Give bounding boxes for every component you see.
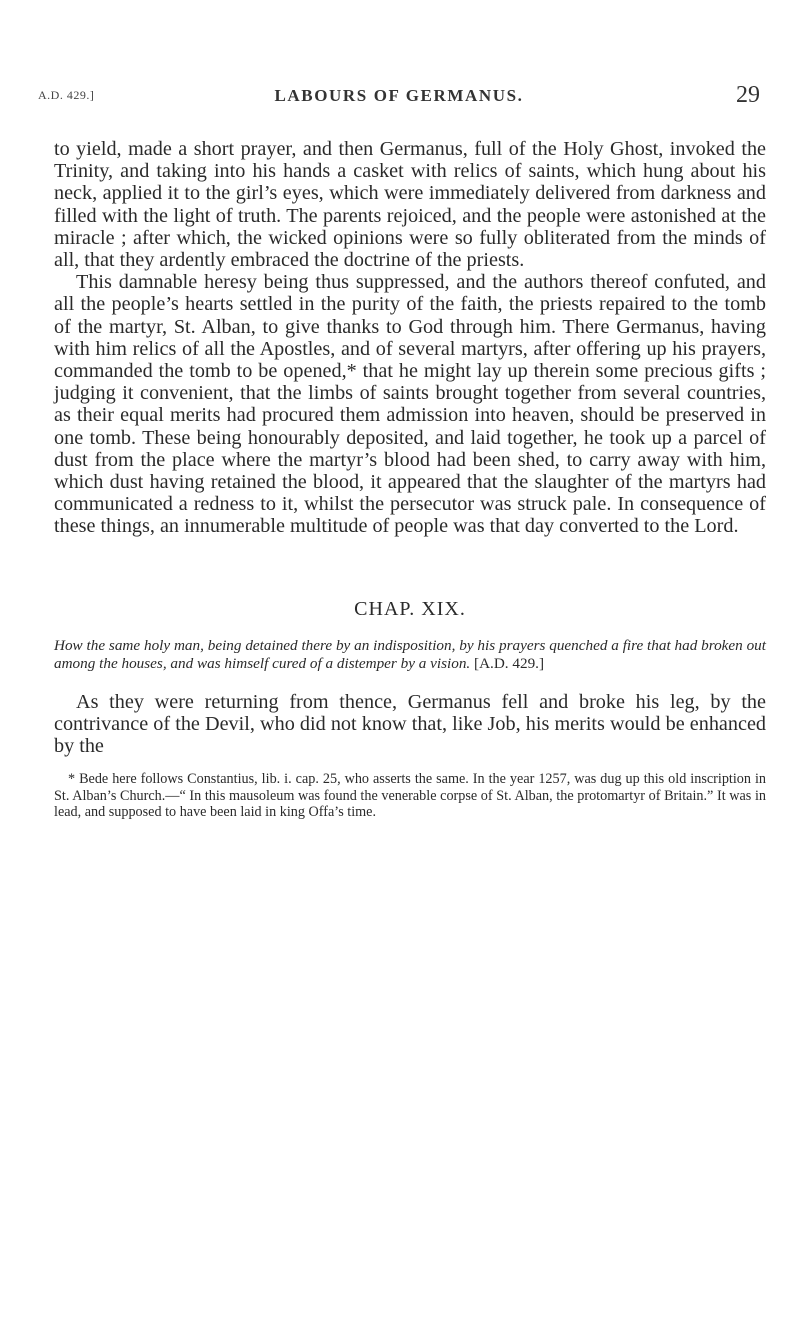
chapter-paragraph: As they were returning from thence, Germanus fell and broke his leg, by the contrivance of the Devil, who did not know that, like Job, his merits would be enhanced by the	[54, 690, 766, 758]
chapter-summary-text: How the same holy man, being detained there by an indisposition, by his prayers quenched a fire that had broken out among the houses, and was himself cured of a distemper by a vision.	[54, 636, 766, 672]
footnote: * Bede here follows Constantius, lib. i. cap. 25, who asserts the same. In the year 1257, was dug up this old inscription in St. Alban’s Church.—“ In this mausoleum was found the venerable corpse of St. Alban, the protomartyr of Britain.” It was in lead, and supposed to have been laid in king Offa’s time.	[54, 771, 766, 821]
chapter-summary	[54, 637, 766, 673]
paragraph-1: to yield, made a short prayer, and then Germanus, full of the Holy Ghost, invoked the Trinity, and taking into his hands a casket with relics of saints, which hung about his neck, applied it to the girl’s eyes, which were immediately delivered from darkness and filled with the light of truth. The parents rejoiced, and the people were astonished at the miracle ; after which, the wicked opinions were so fully obliterated from the minds of all, that they ardently embraced the doctrine of the priests.	[54, 138, 766, 272]
running-head-date: A.D. 429.]	[38, 88, 95, 102]
chapter-heading: CHAP. XIX.	[354, 597, 466, 620]
body-text	[54, 138, 766, 821]
running-head-title: LABOURS OF GERMANUS.	[274, 86, 524, 105]
page-number: 29	[736, 82, 760, 108]
chapter-summary-date: [A.D. 429.]	[474, 654, 545, 672]
running-head	[38, 82, 760, 112]
paragraph-2: This damnable heresy being thus suppressed, and the authors thereof confuted, and all the people’s hearts settled in the purity of the faith, the priests repaired to the tomb of the martyr, St. Alban, to give thanks to God through him. There Germanus, having with him relics of all the Apostles, and of several martyrs, after offering up his prayers, commanded the tomb to be opened,* that he might lay up therein some precious gifts ; judging it convenient, that the limbs of saints brought together from several countries, as their equal merits had procured them admission into heaven, should be preserved in one tomb. These being honourably deposited, and laid together, he took up a parcel of dust from the place where the martyr’s blood had been shed, to carry away with him, which dust having retained the blood, it appeared that the slaughter of the martyrs had communicated a redness to it, whilst the persecutor was struck pale. In consequence of these things, an innumerable multitude of people was that day converted to the Lord.	[54, 271, 766, 538]
